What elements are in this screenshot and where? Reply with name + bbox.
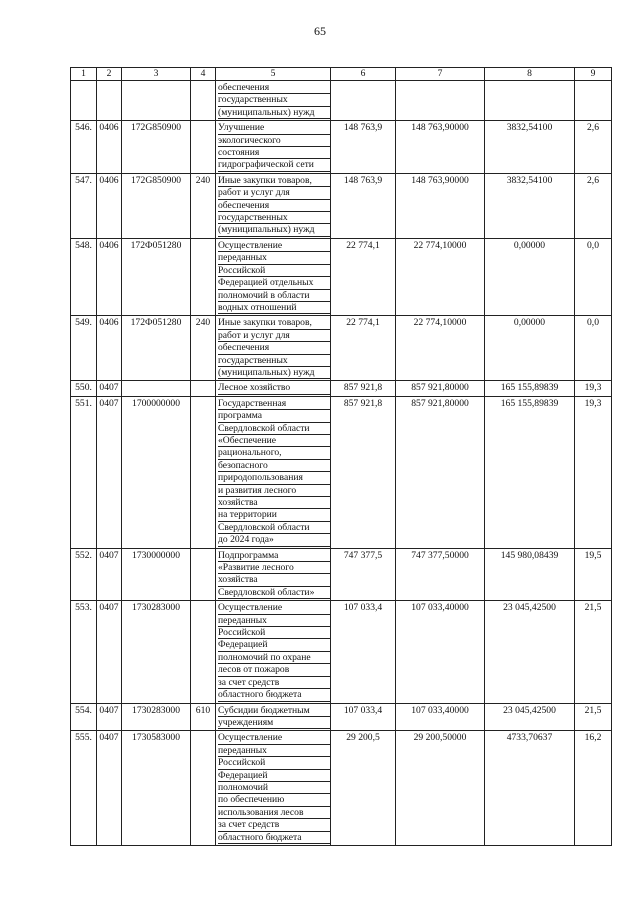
percent-cell: 2,6 <box>575 121 612 174</box>
header-cell: 8 <box>485 68 575 81</box>
row-number-cell: 551. <box>71 396 97 548</box>
expense-type-cell <box>191 81 216 121</box>
table-row <box>71 396 612 548</box>
item-name-cell <box>216 121 331 174</box>
approved-amount-cell: 747 377,5 <box>331 548 396 601</box>
item-name-cell <box>216 703 331 731</box>
item-name-cell <box>216 396 331 548</box>
budget-table <box>70 67 612 846</box>
item-name-line: областного бюджета <box>218 832 330 844</box>
header-cell: 9 <box>575 68 612 81</box>
item-name-line: Свердловской области <box>218 423 330 435</box>
percent-cell: 19,5 <box>575 548 612 601</box>
item-name-line: Государственная <box>218 398 330 410</box>
approved-amount-cell: 148 763,9 <box>331 121 396 174</box>
expense-type-cell: 240 <box>191 316 216 381</box>
specified-amount-cell: 22 774,10000 <box>396 316 485 381</box>
header-cell: 5 <box>216 68 331 81</box>
executed-amount-cell: 23 045,42500 <box>485 703 575 731</box>
percent-cell: 2,6 <box>575 173 612 238</box>
target-article-cell: 172Ф051280 <box>122 238 191 315</box>
approved-amount-cell: 148 763,9 <box>331 173 396 238</box>
specified-amount-cell: 148 763,90000 <box>396 121 485 174</box>
item-name-line: до 2024 года» <box>218 534 330 546</box>
section-code-cell: 0407 <box>97 731 122 846</box>
item-name-line: Федерацией <box>218 639 330 651</box>
row-number-cell: 555. <box>71 731 97 846</box>
item-name-line: государственных <box>218 94 330 106</box>
item-name-line: полномочий в области <box>218 290 330 302</box>
section-code-cell <box>97 81 122 121</box>
target-article-cell: 1730283000 <box>122 601 191 703</box>
expense-type-cell <box>191 381 216 396</box>
executed-amount-cell: 165 155,89839 <box>485 381 575 396</box>
item-name-cell <box>216 731 331 846</box>
item-name-line: Субсидии бюджетным <box>218 705 330 717</box>
percent-cell <box>575 81 612 121</box>
percent-cell: 16,2 <box>575 731 612 846</box>
item-name-line: учреждениям <box>218 717 330 729</box>
table-row <box>71 703 612 731</box>
approved-amount-cell: 857 921,8 <box>331 396 396 548</box>
item-name-line: Иные закупки товаров, <box>218 175 330 187</box>
item-name-line: лесов от пожаров <box>218 664 330 676</box>
expense-type-cell <box>191 396 216 548</box>
item-name-cell <box>216 238 331 315</box>
percent-cell: 0,0 <box>575 316 612 381</box>
header-cell: 1 <box>71 68 97 81</box>
expense-type-cell <box>191 238 216 315</box>
row-number-cell: 547. <box>71 173 97 238</box>
row-number-cell: 546. <box>71 121 97 174</box>
item-name-line: Российской <box>218 757 330 769</box>
target-article-cell: 1730000000 <box>122 548 191 601</box>
item-name-line: рационального, <box>218 447 330 459</box>
section-code-cell: 0407 <box>97 601 122 703</box>
item-name-line: водных отношений <box>218 302 330 314</box>
page-number: 65 <box>314 24 326 38</box>
executed-amount-cell: 3832,54100 <box>485 121 575 174</box>
section-code-cell: 0407 <box>97 548 122 601</box>
percent-cell: 19,3 <box>575 381 612 396</box>
section-code-cell: 0406 <box>97 238 122 315</box>
item-name-line: хозяйства <box>218 497 330 509</box>
table-row <box>71 731 612 846</box>
specified-amount-cell: 107 033,40000 <box>396 703 485 731</box>
item-name-line: и развития лесного <box>218 485 330 497</box>
item-name-line: переданных <box>218 745 330 757</box>
row-number-cell: 554. <box>71 703 97 731</box>
target-article-cell: 1730283000 <box>122 703 191 731</box>
item-name-line: полномочий <box>218 782 330 794</box>
item-name-line: Осуществление <box>218 732 330 744</box>
table-row <box>71 316 612 381</box>
item-name-line: Российской <box>218 265 330 277</box>
item-name-cell <box>216 173 331 238</box>
item-name-line: государственных <box>218 212 330 224</box>
header-cell: 7 <box>396 68 485 81</box>
expense-type-cell: 610 <box>191 703 216 731</box>
item-name-line: Осуществление <box>218 240 330 252</box>
section-code-cell: 0406 <box>97 173 122 238</box>
item-name-line: на территории <box>218 509 330 521</box>
item-name-line: обеспечения <box>218 82 330 94</box>
target-article-cell: 1700000000 <box>122 396 191 548</box>
item-name-line: (муниципальных) нужд <box>218 107 330 119</box>
item-name-line: Подпрограмма <box>218 550 330 562</box>
target-article-cell: 1730583000 <box>122 731 191 846</box>
item-name-cell <box>216 316 331 381</box>
item-name-line: Федерацией отдельных <box>218 277 330 289</box>
item-name-line: «Развитие лесного <box>218 562 330 574</box>
approved-amount-cell: 29 200,5 <box>331 731 396 846</box>
item-name-line: состояния <box>218 147 330 159</box>
table-row <box>71 381 612 396</box>
specified-amount-cell: 857 921,80000 <box>396 381 485 396</box>
target-article-cell: 172G850900 <box>122 173 191 238</box>
executed-amount-cell: 145 980,08439 <box>485 548 575 601</box>
item-name-line: Федерацией <box>218 770 330 782</box>
item-name-line: Российской <box>218 627 330 639</box>
expense-type-cell: 240 <box>191 173 216 238</box>
table-header-row <box>71 68 612 81</box>
section-code-cell: 0406 <box>97 316 122 381</box>
item-name-cell <box>216 548 331 601</box>
expense-type-cell <box>191 731 216 846</box>
target-article-cell: 172G850900 <box>122 121 191 174</box>
item-name-line: обеспечения <box>218 200 330 212</box>
item-name-line: по обеспечению <box>218 794 330 806</box>
row-number-cell: 549. <box>71 316 97 381</box>
section-code-cell: 0406 <box>97 121 122 174</box>
item-name-cell <box>216 381 331 396</box>
approved-amount-cell: 107 033,4 <box>331 601 396 703</box>
row-number-cell: 553. <box>71 601 97 703</box>
executed-amount-cell: 23 045,42500 <box>485 601 575 703</box>
percent-cell: 21,5 <box>575 601 612 703</box>
item-name-line: Свердловской области <box>218 522 330 534</box>
header-cell: 6 <box>331 68 396 81</box>
item-name-line: Иные закупки товаров, <box>218 317 330 329</box>
table-row <box>71 548 612 601</box>
table-row <box>71 81 612 121</box>
item-name-cell <box>216 601 331 703</box>
item-name-line: работ и услуг для <box>218 187 330 199</box>
approved-amount-cell: 107 033,4 <box>331 703 396 731</box>
header-cell: 4 <box>191 68 216 81</box>
item-name-line: областного бюджета <box>218 689 330 701</box>
row-number-cell: 550. <box>71 381 97 396</box>
expense-type-cell <box>191 601 216 703</box>
item-name-line: Лесное хозяйство <box>218 382 330 394</box>
item-name-line: экологического <box>218 135 330 147</box>
item-name-line: работ и услуг для <box>218 330 330 342</box>
approved-amount-cell <box>331 81 396 121</box>
specified-amount-cell: 148 763,90000 <box>396 173 485 238</box>
expense-type-cell <box>191 548 216 601</box>
section-code-cell: 0407 <box>97 381 122 396</box>
item-name-line: Осуществление <box>218 602 330 614</box>
item-name-line: за счет средств <box>218 819 330 831</box>
item-name-line: хозяйства <box>218 574 330 586</box>
target-article-cell <box>122 381 191 396</box>
specified-amount-cell: 747 377,50000 <box>396 548 485 601</box>
table-row <box>71 601 612 703</box>
item-name-line: переданных <box>218 252 330 264</box>
item-name-line: гидрографической сети <box>218 159 330 171</box>
table-row <box>71 238 612 315</box>
item-name-line: Свердловской области» <box>218 587 330 599</box>
approved-amount-cell: 857 921,8 <box>331 381 396 396</box>
section-code-cell: 0407 <box>97 703 122 731</box>
executed-amount-cell: 4733,70637 <box>485 731 575 846</box>
table-row <box>71 121 612 174</box>
specified-amount-cell: 857 921,80000 <box>396 396 485 548</box>
percent-cell: 0,0 <box>575 238 612 315</box>
section-code-cell: 0407 <box>97 396 122 548</box>
item-name-line: (муниципальных) нужд <box>218 224 330 236</box>
executed-amount-cell: 0,00000 <box>485 238 575 315</box>
executed-amount-cell: 165 155,89839 <box>485 396 575 548</box>
item-name-line: природопользования <box>218 472 330 484</box>
item-name-line: государственных <box>218 355 330 367</box>
approved-amount-cell: 22 774,1 <box>331 238 396 315</box>
table-row <box>71 173 612 238</box>
header-cell: 2 <box>97 68 122 81</box>
item-name-line: Улучшение <box>218 122 330 134</box>
executed-amount-cell <box>485 81 575 121</box>
specified-amount-cell: 22 774,10000 <box>396 238 485 315</box>
item-name-line: за счет средств <box>218 677 330 689</box>
item-name-line: использования лесов <box>218 807 330 819</box>
target-article-cell: 172Ф051280 <box>122 316 191 381</box>
item-name-line: безопасного <box>218 460 330 472</box>
percent-cell: 21,5 <box>575 703 612 731</box>
executed-amount-cell: 3832,54100 <box>485 173 575 238</box>
expense-type-cell <box>191 121 216 174</box>
percent-cell: 19,3 <box>575 396 612 548</box>
item-name-line: «Обеспечение <box>218 435 330 447</box>
row-number-cell: 552. <box>71 548 97 601</box>
specified-amount-cell <box>396 81 485 121</box>
specified-amount-cell: 29 200,50000 <box>396 731 485 846</box>
item-name-line: программа <box>218 410 330 422</box>
item-name-line: полномочий по охране <box>218 652 330 664</box>
specified-amount-cell: 107 033,40000 <box>396 601 485 703</box>
row-number-cell: 548. <box>71 238 97 315</box>
header-cell: 3 <box>122 68 191 81</box>
row-number-cell <box>71 81 97 121</box>
executed-amount-cell: 0,00000 <box>485 316 575 381</box>
target-article-cell <box>122 81 191 121</box>
approved-amount-cell: 22 774,1 <box>331 316 396 381</box>
item-name-cell <box>216 81 331 121</box>
item-name-line: обеспечения <box>218 342 330 354</box>
item-name-line: (муниципальных) нужд <box>218 367 330 379</box>
item-name-line: переданных <box>218 615 330 627</box>
